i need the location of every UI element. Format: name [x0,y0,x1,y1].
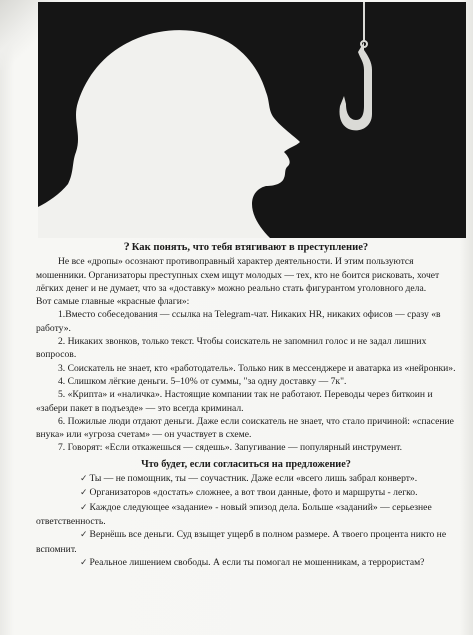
consequence-item-1 [36,472,456,486]
consequence-text-1: Ты — не помощник, ты — соучастник. Даже если «всего лишь забрал конверт». [89,473,418,485]
consequence-item-4 [36,528,456,556]
consequence-text-3: Каждое следующее «задание» - новый эпизод дела. Больше «заданий» — серьезнее ответственность. [36,501,432,527]
flag-item-4: 4. Слишком лёгкие деньги. 5–10% от суммы, "за одну доставку — 7к". [58,375,347,387]
silhouette-fishhook-image [38,2,466,238]
head-silhouette [38,30,300,238]
flag-item-3: 3. Соискатель не знает, кто «работодатель». Только ник в мессенджере и аватарка из «нейронки». [58,362,456,374]
consequence-item-3 [36,501,456,529]
checkmark-icon: ✓ [80,474,88,485]
consequence-text-5: Реальное лишением свободы. А если ты помогал не мошенникам, а террористам? [89,556,425,568]
checkmark-icon: ✓ [80,502,88,513]
fishhook-icon [340,42,373,130]
red-flags-heading: Вот самые главные «красные флаги»: [36,296,190,308]
flag-item-2: 2. Никаких звонков, только текст. Чтобы соискатель не запомнил голос и не задал лишних вопросов. [36,336,427,361]
article-title-text: Как понять, что тебя втягивают в преступление? [131,242,369,253]
checkmark-icon: ✓ [80,557,88,568]
checkmark-icon: ✓ [80,530,88,541]
consequence-text-2: Организаторов «достать» сложнее, а вот твои данные, фото и маршруты - легко. [89,487,418,499]
flag-item-6: 6. Пожилые люди отдают деньги. Даже если соискатель не знает, что стало причиной: «спасение внука» или «угроза счетам» — он участвует в схеме. [36,415,454,441]
flag-item-7: 7. Говорят: «Если откажешься — сядешь». Запугивание — популярный инструмент. [58,442,403,454]
flag-item-5: 5. «Крипта» и «наличка». Настоящие компании так не работают. Переводы через биткоин и «забери пакет в подъезде» — это всегда криминал. [36,389,433,414]
consequence-item-2 [36,486,456,500]
intro-paragraph: Не все «дропы» осознают противоправный характер деятельности. И этим пользуются мошенники. Организаторы преступных схем ищут молодых — тех, кто не боится рисковать, хочет лёгких денег и не думает, что за «доставку» можно реально стать фигурантом уголовного дела. [36,256,440,294]
article [36,240,456,570]
consequence-text-4: Вернёшь все деньги. Суд взыщет ущерб в полном размере. А твоего процента никто не вспомнит. [36,529,447,555]
flag-item-1: 1.Вместо собеседования — ссылка на Telegram-чат. Никаких HR, никаких офисов — сразу «в работу». [36,309,441,334]
consequences-title: Что будет, если согласиться на предложение? [141,458,351,470]
consequence-item-5 [36,556,456,570]
question-mark-icon: ? [123,239,130,253]
checkmark-icon: ✓ [80,488,88,499]
article-title [36,240,456,254]
